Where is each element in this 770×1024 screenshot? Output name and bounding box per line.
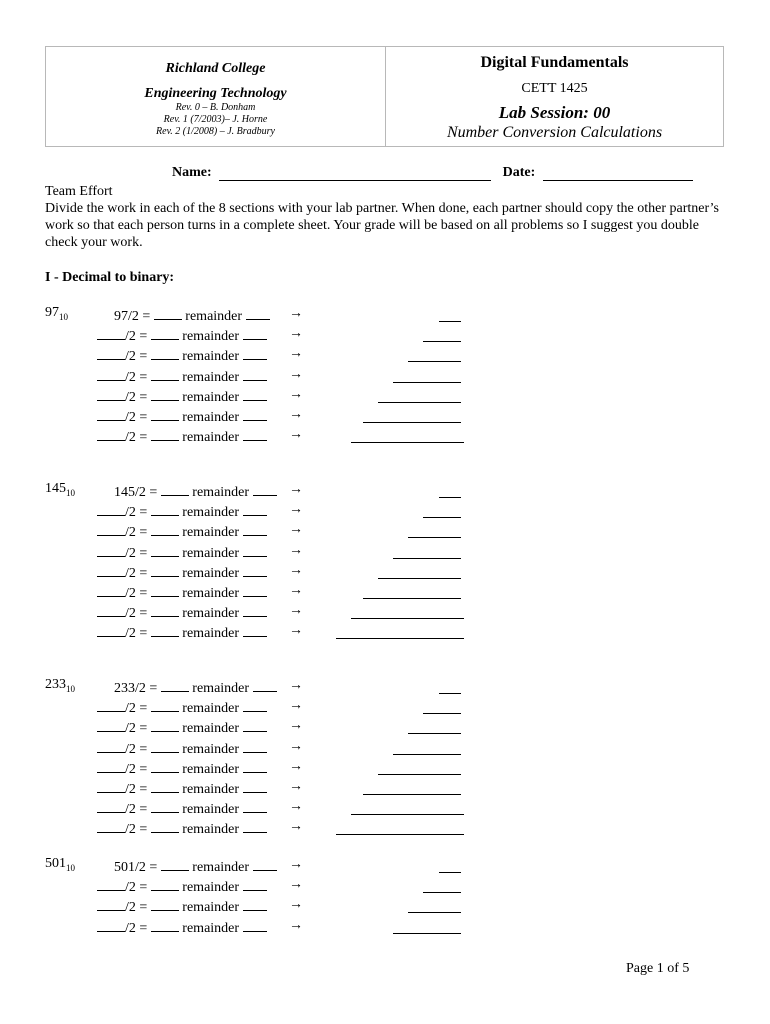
divide-by-two: /2 = bbox=[125, 546, 151, 561]
division-step bbox=[97, 877, 267, 896]
division-step bbox=[97, 739, 267, 758]
divide-by-two: /2 = bbox=[125, 822, 151, 837]
problem-number bbox=[45, 856, 75, 873]
remainder-blank[interactable] bbox=[243, 346, 267, 360]
remainder-blank[interactable] bbox=[243, 387, 267, 401]
division-step bbox=[97, 543, 267, 562]
division-step bbox=[114, 678, 277, 697]
binary-answer-field[interactable] bbox=[378, 577, 461, 579]
dividend-blank[interactable] bbox=[97, 502, 125, 516]
divide-by-two: /2 = bbox=[125, 626, 151, 641]
binary-answer-field[interactable] bbox=[363, 421, 461, 423]
right-arrow-icon: → bbox=[289, 387, 303, 402]
right-arrow-icon: → bbox=[289, 918, 303, 933]
right-arrow-icon: → bbox=[289, 698, 303, 713]
lab-topic: Number Conversion Calculations bbox=[446, 124, 663, 141]
remainder-blank[interactable] bbox=[243, 623, 267, 637]
divide-by-two: /2 = bbox=[125, 880, 151, 895]
division-step bbox=[114, 482, 277, 501]
quotient-blank[interactable] bbox=[151, 759, 179, 773]
divide-by-two: /2 = bbox=[125, 782, 151, 797]
remainder-label: remainder bbox=[178, 349, 243, 364]
divide-by-two: /2 = bbox=[125, 921, 151, 936]
right-arrow-icon: → bbox=[289, 739, 303, 754]
dividend-blank[interactable] bbox=[97, 877, 125, 891]
division-step bbox=[97, 427, 267, 446]
instructions-text: Divide the work in each of the 8 sections with your lab partner. When done, each partner should copy the other partner’s work so that each person turns in a complete sheet. Your grade will be based on all problems so I suggest you double check your work. bbox=[45, 201, 719, 250]
divide-by-two: /2 = bbox=[135, 860, 161, 875]
binary-answer-field[interactable] bbox=[423, 516, 461, 518]
divide-by-two: /2 = bbox=[135, 485, 161, 500]
remainder-label: remainder bbox=[178, 900, 243, 915]
dividend-value: 97 bbox=[114, 309, 128, 324]
divide-by-two: /2 = bbox=[135, 681, 161, 696]
section-title: I - Decimal to binary: bbox=[45, 270, 175, 285]
division-step bbox=[97, 583, 267, 602]
remainder-blank[interactable] bbox=[243, 718, 267, 732]
dividend-value: 501 bbox=[114, 860, 135, 875]
dividend-blank[interactable] bbox=[97, 543, 125, 557]
date-label: Date: bbox=[502, 165, 536, 180]
name-label: Name: bbox=[172, 165, 212, 180]
remainder-label: remainder bbox=[178, 921, 243, 936]
quotient-blank[interactable] bbox=[151, 819, 179, 833]
quotient-blank[interactable] bbox=[161, 482, 189, 496]
quotient-blank[interactable] bbox=[161, 678, 189, 692]
remainder-blank[interactable] bbox=[243, 759, 267, 773]
remainder-blank[interactable] bbox=[243, 918, 267, 932]
right-arrow-icon: → bbox=[289, 427, 303, 442]
right-arrow-icon: → bbox=[289, 857, 303, 872]
right-arrow-icon: → bbox=[289, 678, 303, 693]
remainder-label: remainder bbox=[178, 782, 243, 797]
quotient-blank[interactable] bbox=[151, 346, 179, 360]
right-arrow-icon: → bbox=[289, 583, 303, 598]
remainder-blank[interactable] bbox=[253, 482, 277, 496]
binary-answer-field[interactable] bbox=[439, 692, 461, 694]
quotient-blank[interactable] bbox=[151, 427, 179, 441]
division-step bbox=[114, 857, 277, 876]
binary-answer-field[interactable] bbox=[351, 813, 464, 815]
course-title: Digital Fundamentals bbox=[480, 54, 629, 71]
binary-answer-field[interactable] bbox=[439, 871, 461, 873]
division-step bbox=[97, 718, 267, 737]
decimal-value: 501 bbox=[45, 856, 66, 871]
remainder-label: remainder bbox=[178, 742, 243, 757]
remainder-blank[interactable] bbox=[243, 326, 267, 340]
revision-0: Rev. 0 – B. Donham bbox=[175, 102, 256, 113]
divide-by-two: /2 = bbox=[125, 900, 151, 915]
problem-number bbox=[45, 481, 75, 498]
quotient-blank[interactable] bbox=[151, 799, 179, 813]
remainder-label: remainder bbox=[178, 880, 243, 895]
page-number: Page 1 of 5 bbox=[626, 961, 690, 976]
dividend-blank[interactable] bbox=[97, 603, 125, 617]
dividend-value: 145 bbox=[114, 485, 135, 500]
remainder-blank[interactable] bbox=[243, 799, 267, 813]
remainder-label: remainder bbox=[178, 410, 243, 425]
dividend-blank[interactable] bbox=[97, 918, 125, 932]
divide-by-two: /2 = bbox=[125, 701, 151, 716]
right-arrow-icon: → bbox=[289, 799, 303, 814]
division-step bbox=[97, 918, 267, 937]
problem-number bbox=[45, 305, 68, 322]
right-arrow-icon: → bbox=[289, 482, 303, 497]
header-box bbox=[45, 46, 724, 147]
dividend-blank[interactable] bbox=[97, 799, 125, 813]
divide-by-two: /2 = bbox=[125, 606, 151, 621]
remainder-blank[interactable] bbox=[243, 779, 267, 793]
binary-answer-field[interactable] bbox=[439, 320, 461, 322]
binary-answer-field[interactable] bbox=[439, 496, 461, 498]
dividend-blank[interactable] bbox=[97, 623, 125, 637]
name-field[interactable] bbox=[219, 166, 491, 181]
division-step bbox=[97, 522, 267, 541]
division-step bbox=[97, 326, 267, 345]
dividend-blank[interactable] bbox=[97, 563, 125, 577]
dividend-blank[interactable] bbox=[97, 522, 125, 536]
right-arrow-icon: → bbox=[289, 603, 303, 618]
binary-answer-field[interactable] bbox=[363, 793, 461, 795]
divide-by-two: /2 = bbox=[125, 566, 151, 581]
remainder-blank[interactable] bbox=[243, 502, 267, 516]
remainder-blank[interactable] bbox=[243, 897, 267, 911]
header-left bbox=[46, 47, 386, 146]
remainder-blank[interactable] bbox=[243, 407, 267, 421]
problem-number bbox=[45, 677, 75, 694]
division-step bbox=[97, 897, 267, 916]
base-subscript: 10 bbox=[66, 487, 75, 498]
binary-answer-field[interactable] bbox=[408, 536, 461, 538]
remainder-label: remainder bbox=[181, 309, 246, 324]
dividend-blank[interactable] bbox=[97, 387, 125, 401]
binary-answer-field[interactable] bbox=[393, 753, 461, 755]
revision-2: Rev. 2 (1/2008) – J. Bradbury bbox=[156, 126, 275, 137]
remainder-blank[interactable] bbox=[243, 367, 267, 381]
division-step bbox=[97, 502, 267, 521]
binary-answer-field[interactable] bbox=[351, 617, 464, 619]
right-arrow-icon: → bbox=[289, 718, 303, 733]
remainder-blank[interactable] bbox=[243, 563, 267, 577]
remainder-label: remainder bbox=[188, 485, 253, 500]
right-arrow-icon: → bbox=[289, 407, 303, 422]
base-subscript: 10 bbox=[66, 862, 75, 873]
team-effort-label: Team Effort bbox=[45, 184, 113, 199]
quotient-blank[interactable] bbox=[161, 857, 189, 871]
dividend-blank[interactable] bbox=[97, 407, 125, 421]
division-step bbox=[97, 367, 267, 386]
remainder-label: remainder bbox=[178, 370, 243, 385]
divide-by-two: /2 = bbox=[125, 762, 151, 777]
division-step bbox=[97, 407, 267, 426]
remainder-blank[interactable] bbox=[243, 877, 267, 891]
dividend-blank[interactable] bbox=[97, 718, 125, 732]
remainder-label: remainder bbox=[178, 566, 243, 581]
binary-answer-field[interactable] bbox=[423, 891, 461, 893]
remainder-blank[interactable] bbox=[243, 583, 267, 597]
right-arrow-icon: → bbox=[289, 326, 303, 341]
divide-by-two: /2 = bbox=[125, 349, 151, 364]
quotient-blank[interactable] bbox=[151, 739, 179, 753]
right-arrow-icon: → bbox=[289, 543, 303, 558]
quotient-blank[interactable] bbox=[151, 918, 179, 932]
remainder-label: remainder bbox=[188, 860, 253, 875]
dividend-blank[interactable] bbox=[97, 367, 125, 381]
binary-answer-field[interactable] bbox=[393, 557, 461, 559]
quotient-blank[interactable] bbox=[151, 326, 179, 340]
quotient-blank[interactable] bbox=[151, 603, 179, 617]
right-arrow-icon: → bbox=[289, 563, 303, 578]
right-arrow-icon: → bbox=[289, 346, 303, 361]
remainder-blank[interactable] bbox=[243, 522, 267, 536]
right-arrow-icon: → bbox=[289, 819, 303, 834]
divide-by-two: /2 = bbox=[125, 329, 151, 344]
remainder-label: remainder bbox=[178, 701, 243, 716]
division-step bbox=[97, 759, 267, 778]
decimal-value: 97 bbox=[45, 305, 59, 320]
division-step bbox=[97, 698, 267, 717]
remainder-blank[interactable] bbox=[253, 678, 277, 692]
quotient-blank[interactable] bbox=[151, 387, 179, 401]
remainder-label: remainder bbox=[178, 525, 243, 540]
quotient-blank[interactable] bbox=[154, 306, 182, 320]
division-step bbox=[97, 563, 267, 582]
binary-answer-field[interactable] bbox=[423, 712, 461, 714]
remainder-label: remainder bbox=[188, 681, 253, 696]
division-step bbox=[97, 779, 267, 798]
divide-by-two: /2 = bbox=[125, 721, 151, 736]
quotient-blank[interactable] bbox=[151, 367, 179, 381]
remainder-blank[interactable] bbox=[243, 698, 267, 712]
binary-answer-field[interactable] bbox=[336, 833, 464, 835]
remainder-label: remainder bbox=[178, 802, 243, 817]
remainder-label: remainder bbox=[178, 546, 243, 561]
dividend-blank[interactable] bbox=[97, 698, 125, 712]
name-date-row bbox=[172, 165, 693, 181]
dividend-blank[interactable] bbox=[97, 779, 125, 793]
divide-by-two: /2 = bbox=[125, 390, 151, 405]
division-step bbox=[97, 819, 267, 838]
quotient-blank[interactable] bbox=[151, 698, 179, 712]
remainder-label: remainder bbox=[178, 606, 243, 621]
remainder-label: remainder bbox=[178, 586, 243, 601]
division-step bbox=[114, 306, 270, 325]
base-subscript: 10 bbox=[59, 311, 68, 322]
right-arrow-icon: → bbox=[289, 502, 303, 517]
dividend-blank[interactable] bbox=[97, 759, 125, 773]
quotient-blank[interactable] bbox=[151, 583, 179, 597]
quotient-blank[interactable] bbox=[151, 897, 179, 911]
decimal-value: 145 bbox=[45, 481, 66, 496]
remainder-blank[interactable] bbox=[243, 603, 267, 617]
remainder-blank[interactable] bbox=[243, 819, 267, 833]
dividend-blank[interactable] bbox=[97, 739, 125, 753]
quotient-blank[interactable] bbox=[151, 563, 179, 577]
divide-by-two: /2 = bbox=[125, 742, 151, 757]
binary-answer-field[interactable] bbox=[408, 360, 461, 362]
right-arrow-icon: → bbox=[289, 623, 303, 638]
remainder-blank[interactable] bbox=[243, 739, 267, 753]
dividend-blank[interactable] bbox=[97, 346, 125, 360]
division-step bbox=[97, 799, 267, 818]
right-arrow-icon: → bbox=[289, 779, 303, 794]
quotient-blank[interactable] bbox=[151, 407, 179, 421]
dividend-blank[interactable] bbox=[97, 427, 125, 441]
divide-by-two: /2 = bbox=[125, 802, 151, 817]
binary-answer-field[interactable] bbox=[363, 597, 461, 599]
dividend-value: 233 bbox=[114, 681, 135, 696]
divide-by-two: /2 = bbox=[125, 370, 151, 385]
right-arrow-icon: → bbox=[289, 306, 303, 321]
binary-answer-field[interactable] bbox=[378, 401, 461, 403]
division-step bbox=[97, 603, 267, 622]
right-arrow-icon: → bbox=[289, 522, 303, 537]
remainder-label: remainder bbox=[178, 721, 243, 736]
revision-1: Rev. 1 (7/2003)– J. Horne bbox=[163, 114, 268, 125]
remainder-label: remainder bbox=[178, 762, 243, 777]
course-code: CETT 1425 bbox=[521, 81, 588, 96]
divide-by-two: /2 = bbox=[128, 309, 154, 324]
remainder-label: remainder bbox=[178, 430, 243, 445]
remainder-label: remainder bbox=[178, 329, 243, 344]
binary-answer-field[interactable] bbox=[393, 381, 461, 383]
decimal-value: 233 bbox=[45, 677, 66, 692]
remainder-blank[interactable] bbox=[243, 427, 267, 441]
right-arrow-icon: → bbox=[289, 367, 303, 382]
divide-by-two: /2 = bbox=[125, 525, 151, 540]
remainder-label: remainder bbox=[178, 822, 243, 837]
division-step bbox=[97, 346, 267, 365]
divide-by-two: /2 = bbox=[125, 586, 151, 601]
binary-answer-field[interactable] bbox=[336, 637, 464, 639]
binary-answer-field[interactable] bbox=[408, 911, 461, 913]
college-name: Richland College bbox=[165, 61, 266, 76]
dividend-blank[interactable] bbox=[97, 326, 125, 340]
remainder-blank[interactable] bbox=[243, 543, 267, 557]
remainder-label: remainder bbox=[178, 390, 243, 405]
divide-by-two: /2 = bbox=[125, 505, 151, 520]
quotient-blank[interactable] bbox=[151, 779, 179, 793]
quotient-blank[interactable] bbox=[151, 718, 179, 732]
remainder-label: remainder bbox=[178, 505, 243, 520]
division-step bbox=[97, 387, 267, 406]
remainder-blank[interactable] bbox=[253, 857, 277, 871]
lab-session: Lab Session: 00 bbox=[498, 103, 611, 122]
header-right bbox=[386, 47, 723, 146]
quotient-blank[interactable] bbox=[151, 623, 179, 637]
quotient-blank[interactable] bbox=[151, 502, 179, 516]
remainder-label: remainder bbox=[178, 626, 243, 641]
binary-answer-field[interactable] bbox=[393, 932, 461, 934]
dividend-blank[interactable] bbox=[97, 583, 125, 597]
right-arrow-icon: → bbox=[289, 759, 303, 774]
divide-by-two: /2 = bbox=[125, 430, 151, 445]
division-step bbox=[97, 623, 267, 642]
quotient-blank[interactable] bbox=[151, 877, 179, 891]
remainder-blank[interactable] bbox=[246, 306, 270, 320]
binary-answer-field[interactable] bbox=[351, 441, 464, 443]
divide-by-two: /2 = bbox=[125, 410, 151, 425]
binary-answer-field[interactable] bbox=[408, 732, 461, 734]
quotient-blank[interactable] bbox=[151, 522, 179, 536]
dividend-blank[interactable] bbox=[97, 819, 125, 833]
department-name: Engineering Technology bbox=[144, 86, 287, 101]
base-subscript: 10 bbox=[66, 683, 75, 694]
right-arrow-icon: → bbox=[289, 877, 303, 892]
quotient-blank[interactable] bbox=[151, 543, 179, 557]
dividend-blank[interactable] bbox=[97, 897, 125, 911]
date-field[interactable] bbox=[543, 166, 693, 181]
binary-answer-field[interactable] bbox=[378, 773, 461, 775]
right-arrow-icon: → bbox=[289, 897, 303, 912]
binary-answer-field[interactable] bbox=[423, 340, 461, 342]
